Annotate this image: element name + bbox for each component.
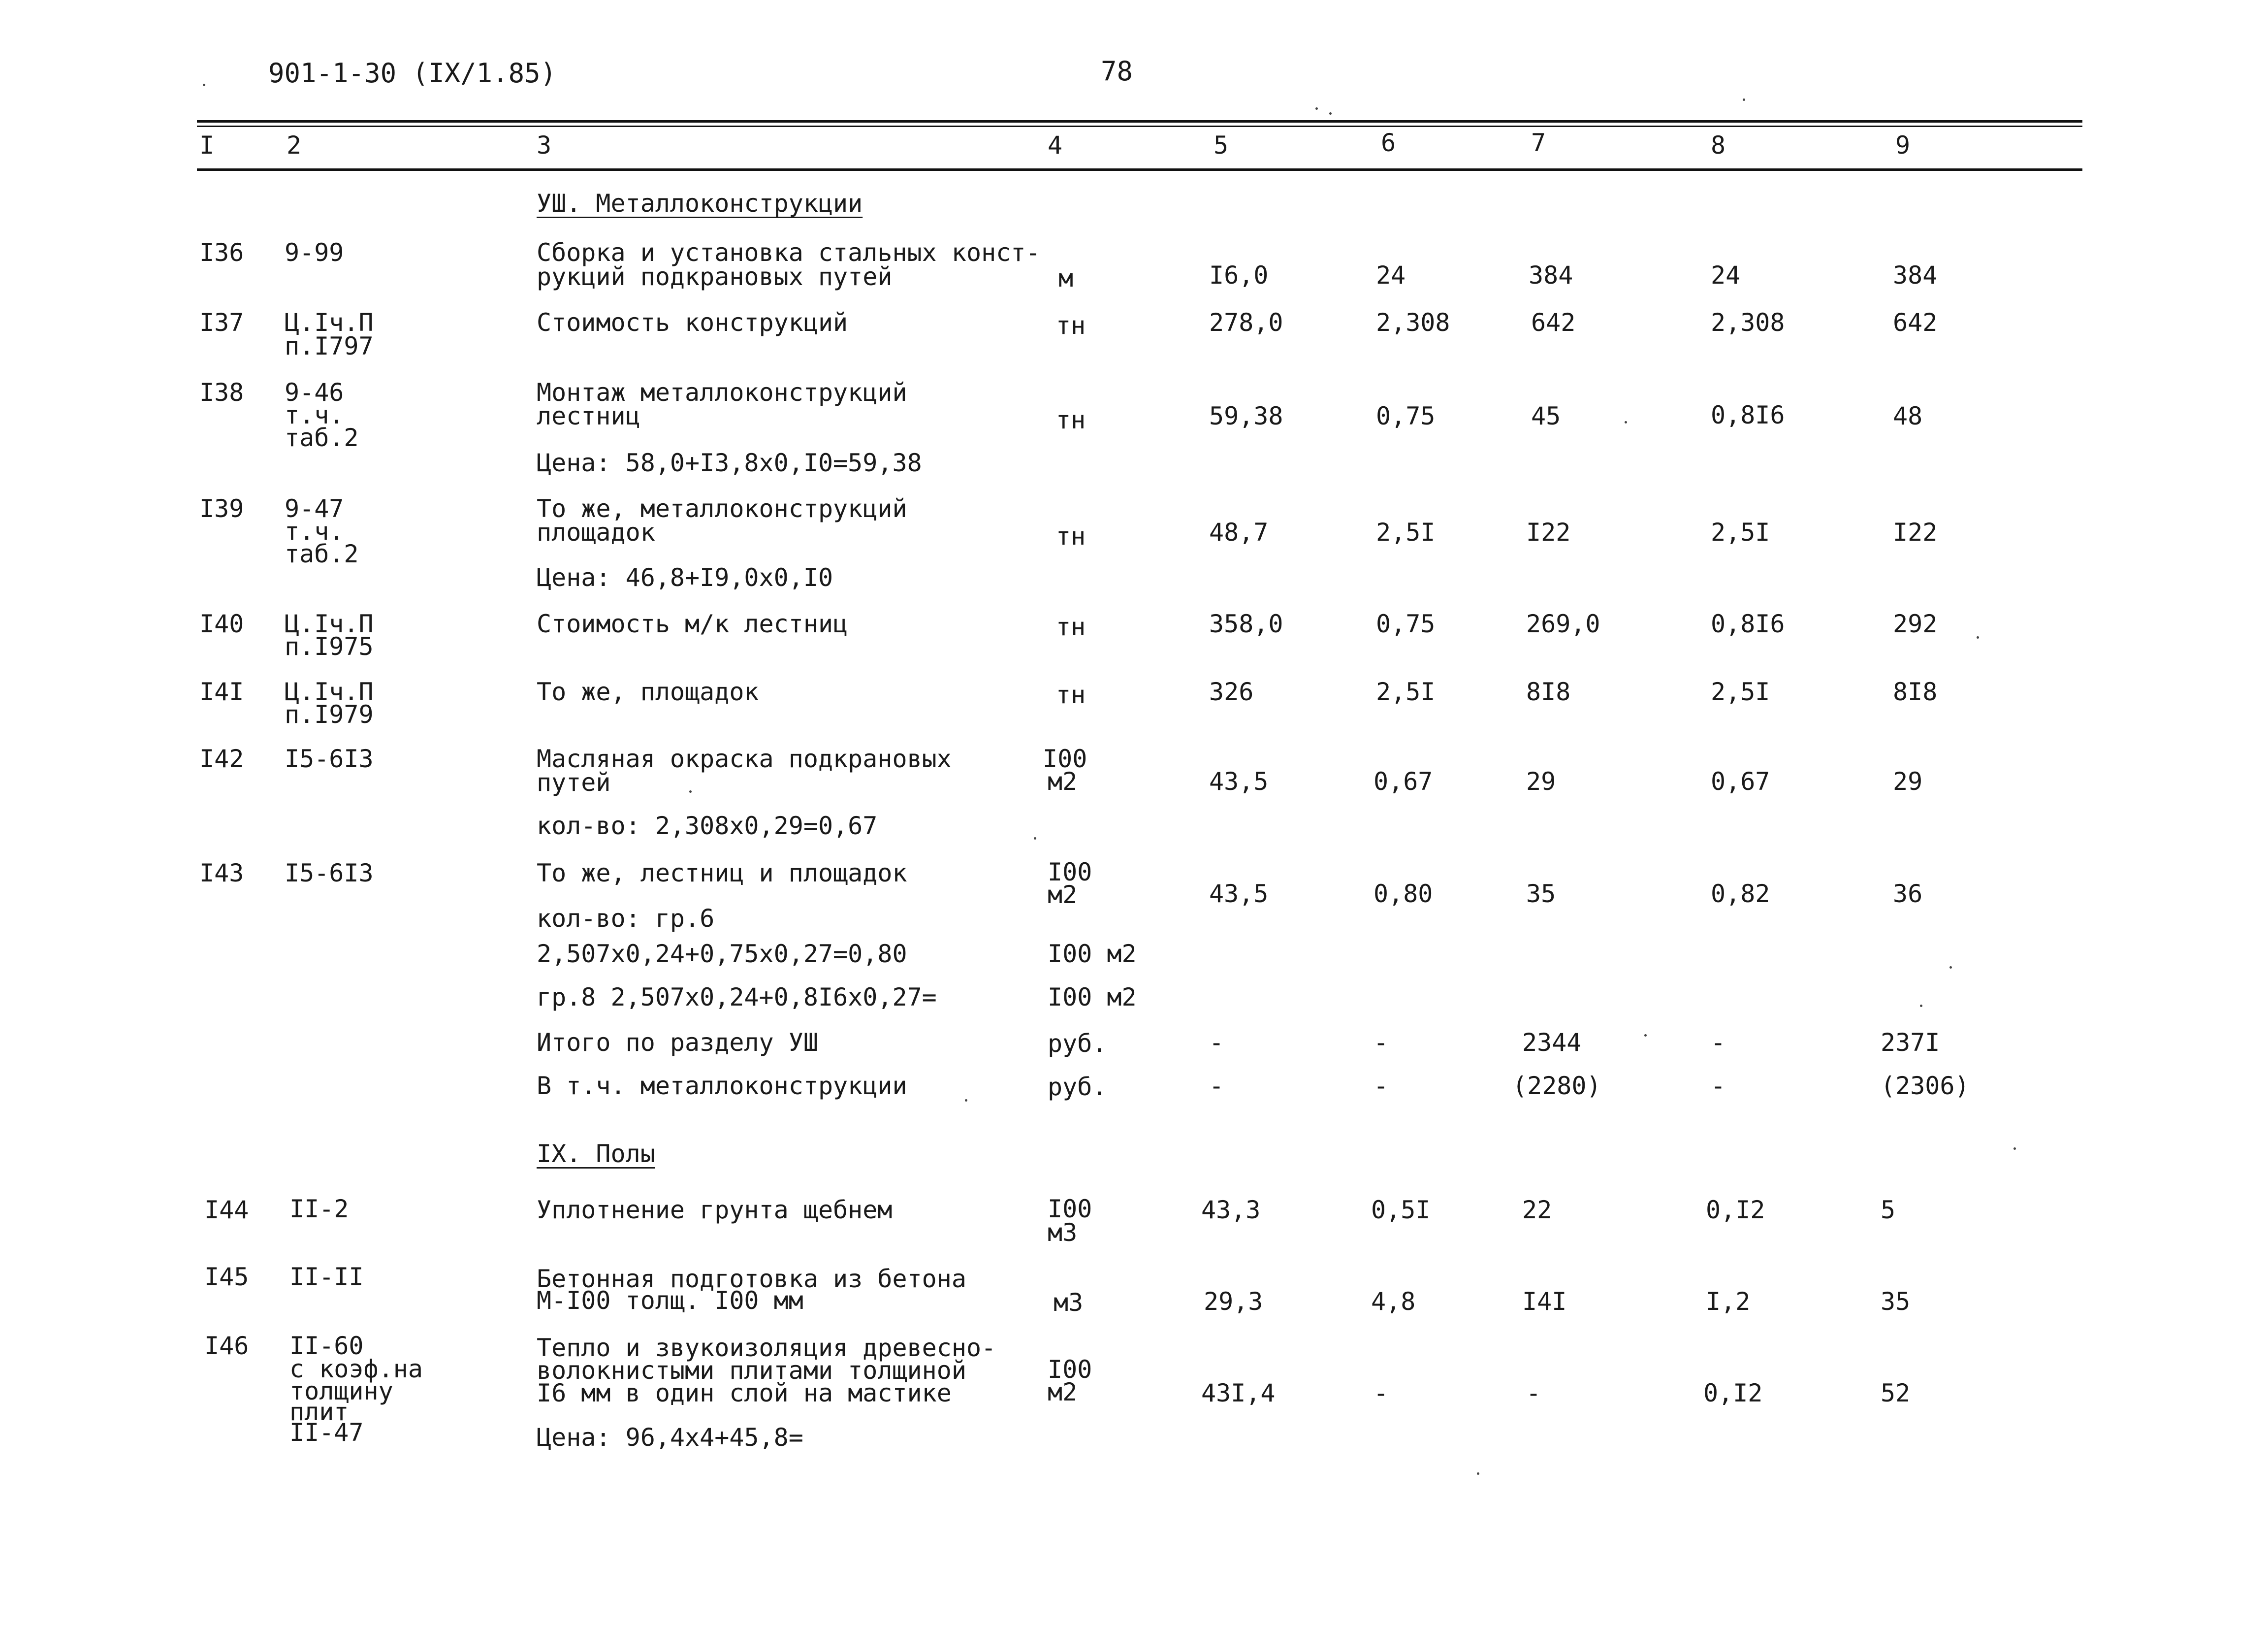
unit: тн (1056, 522, 1086, 551)
unit-cost: - (1374, 1028, 1389, 1057)
total-label: Итого по разделу УШ (537, 1028, 818, 1057)
column-number-7: 7 (1531, 129, 1546, 157)
section-title: IX. Полы (537, 1140, 655, 1168)
description: Стоимость конструкций (537, 308, 848, 337)
row-number: I4I (199, 678, 244, 706)
unit-cost-alt: - (1711, 1072, 1726, 1100)
total-cost: I22 (1526, 518, 1571, 547)
norm-code: II-II (289, 1263, 364, 1291)
total-cost: (2280) (1512, 1072, 1601, 1100)
scan-speck (1920, 1005, 1922, 1007)
unit: м3 (1054, 1288, 1084, 1317)
total-cost-alt: 237I (1881, 1028, 1940, 1057)
scan-speck (1329, 112, 1332, 115)
row-number: I37 (199, 308, 244, 337)
scan-speck (1644, 1034, 1647, 1037)
calc-unit: I00 м2 (1048, 940, 1137, 968)
unit: руб. (1048, 1029, 1107, 1058)
scan-speck (1977, 636, 1979, 639)
unit-cost-alt: 0,I2 (1703, 1379, 1763, 1407)
norm-code: Ц.Iч.П (285, 308, 374, 337)
norm-code: II-2 (289, 1195, 349, 1223)
quantity: I6,0 (1209, 261, 1269, 290)
description: I6 мм в один слой на мастике (537, 1379, 952, 1407)
row-number: I43 (199, 859, 244, 887)
quantity: 326 (1209, 678, 1254, 706)
norm-code: т.ч. (285, 517, 344, 546)
norm-code: п.I979 (285, 700, 374, 729)
description: Бетонная подготовка из бетона (537, 1265, 966, 1293)
column-number-5: 5 (1214, 131, 1229, 160)
description: То же, лестниц и площадок (537, 859, 907, 887)
norm-code: плит (289, 1398, 349, 1426)
scan-speck (1315, 107, 1318, 110)
unit: I00 (1048, 1195, 1092, 1223)
unit-cost: 2,5I (1376, 518, 1436, 547)
unit-cost: 0,5I (1371, 1196, 1431, 1224)
header-top-rule (197, 120, 2082, 123)
norm-code: 9-47 (285, 494, 344, 523)
unit-cost-alt: 0,I2 (1706, 1196, 1765, 1224)
unit: I00 (1043, 745, 1087, 773)
unit-cost: 0,75 (1376, 402, 1436, 430)
norm-code: 9-99 (285, 238, 344, 267)
scan-speck (1743, 98, 1745, 101)
unit-cost-alt: I,2 (1706, 1287, 1751, 1316)
total-cost: 384 (1529, 261, 1573, 290)
quantity: 43,5 (1209, 879, 1269, 908)
column-number-4: 4 (1048, 131, 1063, 160)
header-bottom-rule (197, 168, 2082, 171)
unit: м2 (1048, 1378, 1078, 1406)
row-number: I39 (199, 494, 244, 523)
quantity: 48,7 (1209, 518, 1269, 547)
unit-cost-alt: 2,308 (1711, 308, 1785, 337)
unit-cost: 0,80 (1374, 879, 1433, 908)
total-label: В т.ч. металлоконструкции (537, 1072, 907, 1100)
total-cost-alt: 52 (1881, 1379, 1911, 1407)
description: волокнистыми плитами толщиной (537, 1356, 966, 1385)
unit: тн (1056, 613, 1086, 641)
unit: м (1058, 264, 1074, 293)
unit: м3 (1048, 1218, 1078, 1247)
price-note: Цена: 58,0+I3,8х0,I0=59,38 (537, 449, 922, 477)
calc-line: кол-во: гр.6 (537, 904, 715, 933)
norm-code: I5-6I3 (285, 859, 374, 887)
quantity: 43I,4 (1201, 1379, 1276, 1407)
description: Монтаж металлоконструкций (537, 378, 907, 407)
total-cost-alt: 29 (1893, 767, 1923, 796)
row-number: I42 (199, 745, 244, 773)
quantity: 278,0 (1209, 308, 1283, 337)
norm-code: Ц.Iч.П (285, 610, 374, 638)
row-number: I45 (204, 1263, 249, 1291)
norm-code: I5-6I3 (285, 745, 374, 773)
unit-cost: 0,75 (1376, 610, 1436, 638)
description: То же, металлоконструкций (537, 494, 907, 523)
row-number: I44 (204, 1196, 249, 1224)
description: Сборка и установка стальных конст- (537, 238, 1041, 267)
price-note: Цена: 96,4х4+45,8= (537, 1423, 803, 1452)
total-cost: I4I (1522, 1287, 1567, 1316)
section-title: УШ. Металлоконструкции (537, 189, 863, 218)
unit-cost-alt: 2,5I (1711, 678, 1770, 706)
unit-cost: 4,8 (1371, 1287, 1416, 1316)
unit: I00 (1048, 858, 1092, 886)
description: То же, площадок (537, 678, 759, 706)
norm-code: 9-46 (285, 378, 344, 407)
unit-cost: 24 (1376, 261, 1406, 290)
norm-code: толщину (289, 1377, 393, 1405)
total-cost: 35 (1526, 879, 1556, 908)
calc-line: 2,507х0,24+0,75х0,27=0,80 (537, 940, 907, 968)
total-cost-alt: 35 (1881, 1287, 1911, 1316)
column-number-2: 2 (287, 131, 302, 160)
total-cost-alt: I22 (1893, 518, 1938, 547)
scan-speck (203, 84, 205, 86)
description: М-I00 толщ. I00 мм (537, 1286, 803, 1315)
scan-speck (965, 1099, 967, 1102)
quantity: 358,0 (1209, 610, 1283, 638)
quantity: 59,38 (1209, 402, 1283, 430)
description: лестниц (537, 402, 640, 430)
document-code: 901-1-30 (IX/1.85) (268, 58, 557, 89)
description: Масляная окраска подкрановых (537, 745, 952, 773)
norm-code: II-60 (289, 1332, 364, 1360)
unit-cost-alt: 0,67 (1711, 767, 1770, 796)
total-cost-alt: 384 (1893, 261, 1938, 290)
quantity: - (1209, 1028, 1224, 1057)
total-cost: - (1526, 1379, 1541, 1407)
total-cost-alt: 292 (1893, 610, 1938, 638)
description: площадок (537, 518, 655, 547)
total-cost-alt: 36 (1893, 879, 1923, 908)
scan-speck (1477, 1472, 1479, 1475)
calc-unit: I00 м2 (1048, 983, 1137, 1011)
unit: м2 (1048, 880, 1078, 909)
total-cost: 45 (1531, 402, 1561, 430)
unit-cost-alt: 0,8I6 (1711, 610, 1785, 638)
total-cost-alt: 48 (1893, 402, 1923, 430)
scan-speck (1034, 837, 1036, 840)
total-cost-alt: 5 (1881, 1196, 1896, 1224)
unit-cost: - (1374, 1072, 1389, 1100)
row-number: I38 (199, 378, 244, 407)
column-number-6: 6 (1381, 129, 1396, 157)
total-cost-alt: (2306) (1881, 1072, 1970, 1100)
description: Стоимость м/к лестниц (537, 610, 848, 638)
page-number: 78 (1101, 56, 1133, 87)
column-number-8: 8 (1711, 131, 1726, 160)
unit-cost-alt: 2,5I (1711, 518, 1770, 547)
column-number-1: I (199, 131, 215, 160)
row-number: I46 (204, 1332, 249, 1360)
unit-cost-alt: 0,82 (1711, 879, 1770, 908)
quantity: 43,3 (1201, 1196, 1261, 1224)
scan-speck (2013, 1147, 2016, 1150)
unit: м2 (1048, 767, 1078, 796)
total-cost: 269,0 (1526, 610, 1600, 638)
scan-speck (1949, 966, 1952, 969)
quantity: 29,3 (1204, 1287, 1263, 1316)
norm-code: таб.2 (285, 540, 359, 568)
quantity: - (1209, 1072, 1224, 1100)
norm-code: II-47 (289, 1418, 364, 1447)
total-cost: 8I8 (1526, 678, 1571, 706)
description: Уплотнение грунта щебнем (537, 1196, 893, 1224)
norm-code: с коэф.на (289, 1355, 423, 1383)
total-cost: 2344 (1522, 1028, 1582, 1057)
unit-cost-alt: 0,8I6 (1711, 401, 1785, 429)
quantity: 43,5 (1209, 767, 1269, 796)
price-note: Цена: 46,8+I9,0х0,I0 (537, 563, 833, 592)
unit-cost-alt: 24 (1711, 261, 1741, 290)
total-cost-alt: 642 (1893, 308, 1938, 337)
unit-cost: 2,308 (1376, 308, 1450, 337)
column-number-9: 9 (1895, 131, 1911, 160)
norm-code: таб.2 (285, 423, 359, 452)
norm-code: т.ч. (285, 401, 344, 429)
row-number: I36 (199, 238, 244, 267)
unit: тн (1056, 681, 1086, 709)
description: путей (537, 768, 611, 797)
unit-cost: 2,5I (1376, 678, 1436, 706)
total-cost-alt: 8I8 (1893, 678, 1938, 706)
unit-cost: - (1374, 1379, 1389, 1407)
unit-cost: 0,67 (1374, 767, 1433, 796)
total-cost: 29 (1526, 767, 1556, 796)
header-top-rule-2 (197, 126, 2082, 127)
unit: тн (1056, 406, 1086, 434)
unit: I00 (1048, 1355, 1092, 1384)
scan-speck (689, 790, 692, 793)
quantity-note: кол-во: 2,308х0,29=0,67 (537, 812, 878, 840)
description: Тепло и звукоизоляция древесно- (537, 1334, 996, 1362)
norm-code: п.I797 (285, 332, 374, 360)
norm-code: п.I975 (285, 632, 374, 661)
column-number-3: 3 (537, 131, 552, 160)
unit: тн (1056, 311, 1086, 340)
description: рукций подкрановых путей (537, 262, 893, 291)
unit-cost-alt: - (1711, 1028, 1726, 1057)
scan-speck (1625, 421, 1627, 423)
norm-code: Ц.Iч.П (285, 678, 374, 706)
total-cost: 22 (1522, 1196, 1552, 1224)
unit: руб. (1048, 1073, 1107, 1101)
total-cost: 642 (1531, 308, 1576, 337)
row-number: I40 (199, 610, 244, 638)
calc-line: гр.8 2,507х0,24+0,8I6х0,27= (537, 983, 937, 1011)
